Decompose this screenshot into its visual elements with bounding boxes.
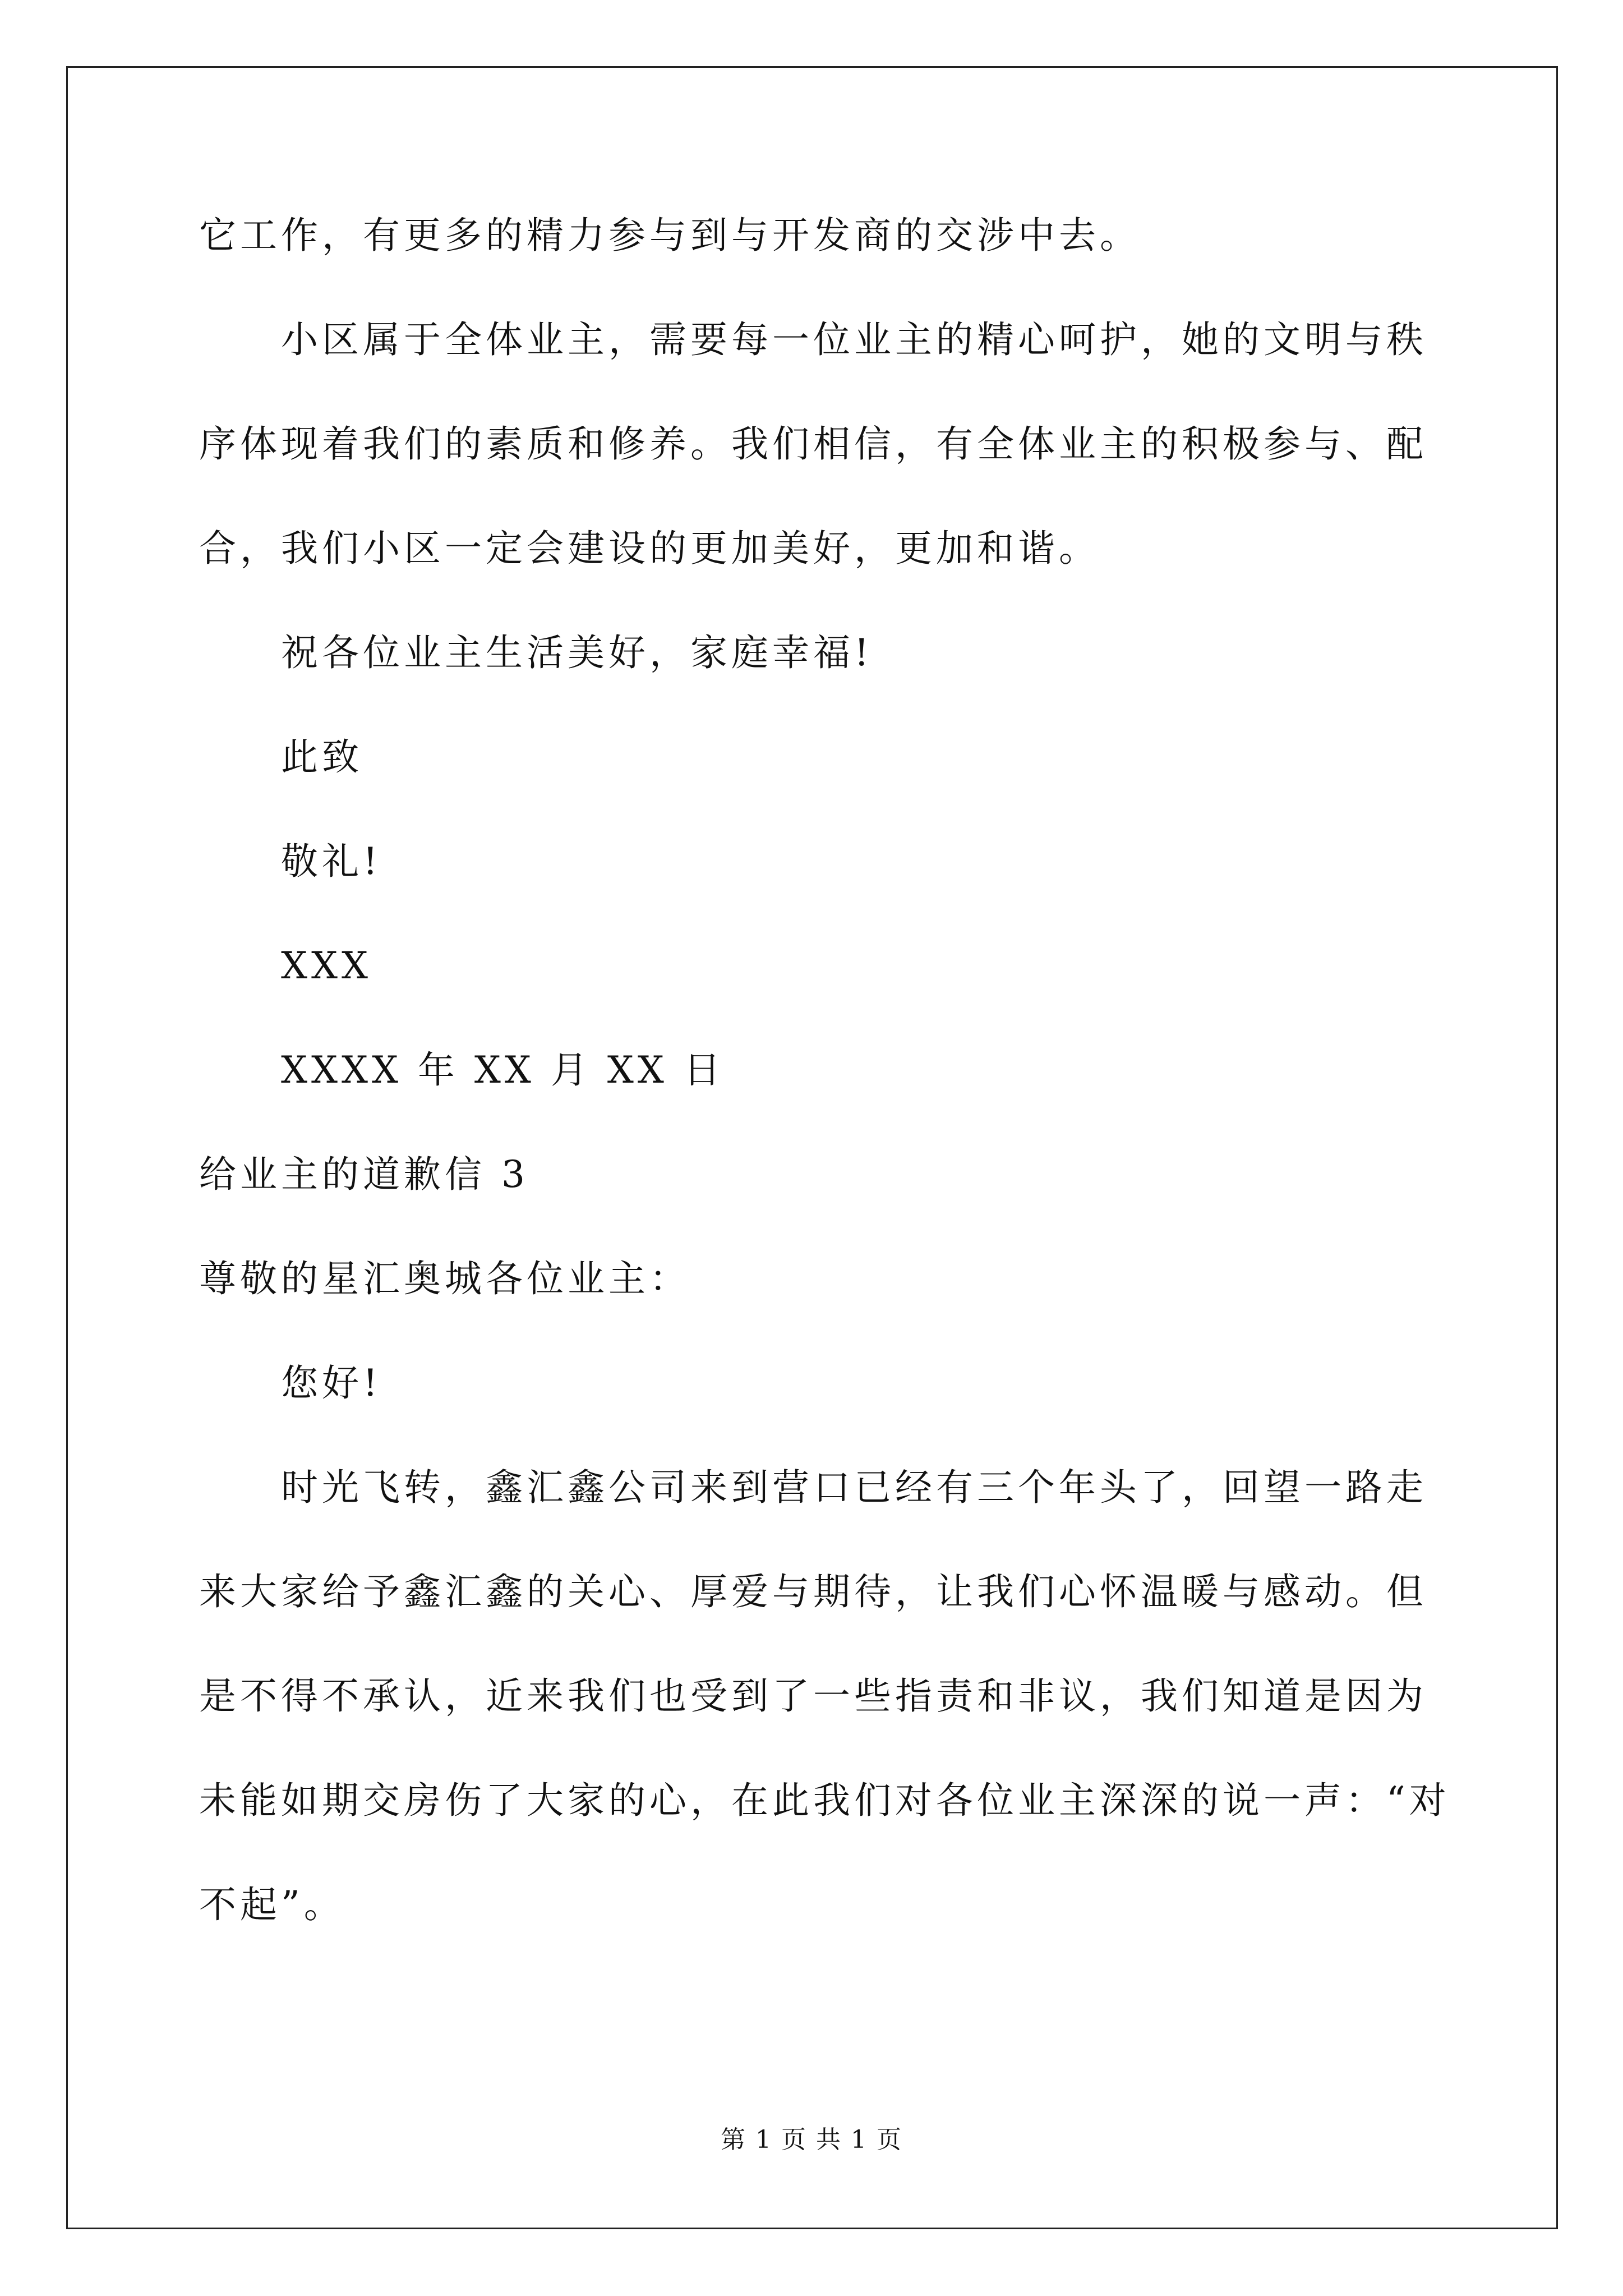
text-line: 来大家给予鑫汇鑫的关心、厚爱与期待，让我们心怀温暖与感动。但 xyxy=(199,1570,1427,1613)
text-line: 不起”。 xyxy=(199,1883,345,1926)
signature-name: XXX xyxy=(281,944,372,987)
greeting: 您好! xyxy=(281,1361,382,1405)
text-line: 小区属于全体业主，需要每一位业主的精心呵护，她的文明与秩 xyxy=(281,318,1427,361)
text-line: 合，我们小区一定会建设的更加美好，更加和谐。 xyxy=(199,527,1100,570)
text-line: 敬礼! xyxy=(281,840,382,883)
text-line: 此致 xyxy=(281,735,363,779)
text-line: 是不得不承认，近来我们也受到了一些指责和非议，我们知道是因为 xyxy=(199,1674,1427,1718)
signature-date: XXXX 年 XX 月 XX 日 xyxy=(281,1048,725,1092)
text-line: 它工作，有更多的精力参与到与开发商的交涉中去。 xyxy=(199,214,1141,257)
text-line: 祝各位业主生活美好，家庭幸福! xyxy=(281,631,873,674)
salutation: 尊敬的星汇奥城各位业主： xyxy=(199,1257,690,1300)
page-footer: 第 1 页 共 1 页 xyxy=(721,2125,902,2154)
text-line: 时光飞转，鑫汇鑫公司来到营口已经有三个年头了，回望一路走 xyxy=(281,1466,1427,1509)
text-line: 未能如期交房伤了大家的心，在此我们对各位业主深深的说一声：“对 xyxy=(199,1779,1450,1822)
text-line: 序体现着我们的素质和修养。我们相信，有全体业主的积极参与、配 xyxy=(199,422,1427,466)
section-title: 给业主的道歉信 3 xyxy=(199,1153,529,1196)
